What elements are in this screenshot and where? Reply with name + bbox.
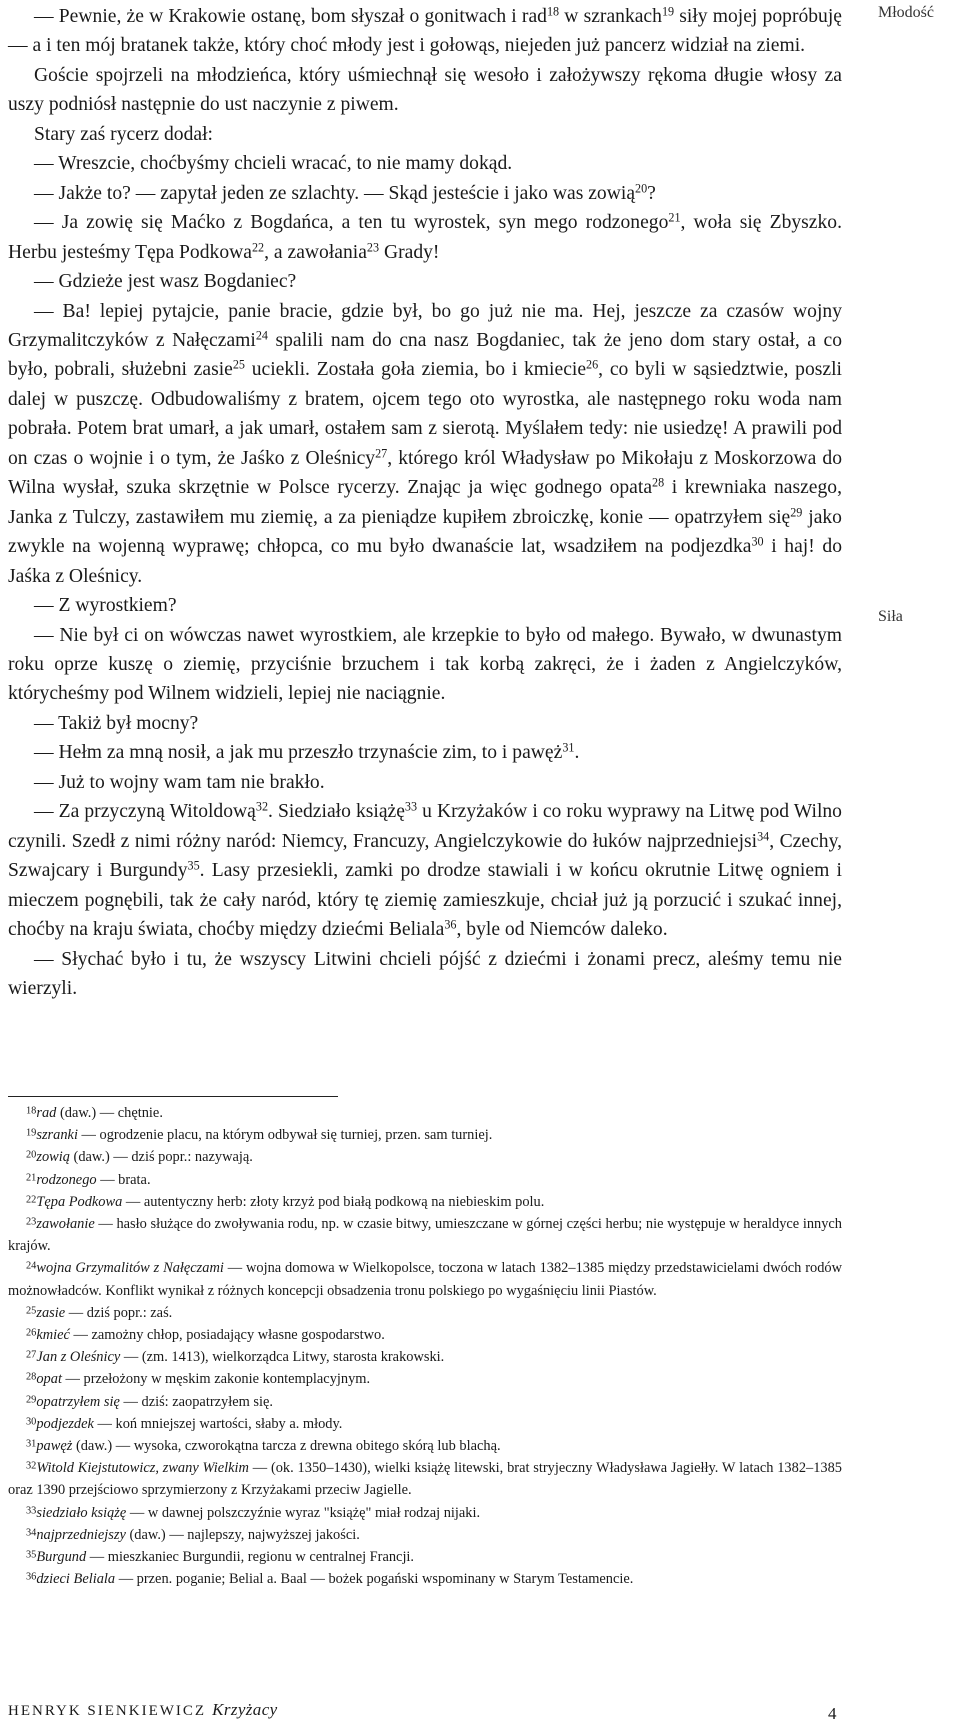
footnote-term: szranki [36, 1127, 78, 1144]
footnote [8, 1102, 842, 1124]
text-run: , byle od Niemców daleko. [456, 919, 668, 941]
text-run: uciekli. Została goła ziemia, bo i kmiecie [244, 359, 587, 381]
footnote-text: (daw.) — dziś popr.: nazywają. [69, 1149, 253, 1166]
footnote-term: zawołanie [36, 1216, 95, 1233]
paragraph [8, 179, 842, 208]
footnote [8, 1169, 842, 1191]
footnote-term: wojna Grzymalitów z Nałęczami [36, 1260, 224, 1277]
footnote-term: Jan z Oleśnicy [36, 1349, 121, 1366]
footnote [8, 1524, 842, 1546]
paragraph [8, 591, 842, 620]
footnote [8, 1546, 842, 1568]
footnote-text: — ogrodzenie placu, na którym odbywał się turniej, przen. sam turniej. [77, 1127, 493, 1144]
footnote-number: 22 [26, 1194, 37, 1206]
footnote-ref: 34 [757, 829, 770, 844]
text-run: u Krzyżaków i co roku wyprawy na Litwę pod Wilno czynili. Szedł z nimi różny naród: Niemcy, Francuzy, Angielczykowie do łuków najprzedniejsi [8, 801, 842, 852]
footnote [8, 1368, 842, 1390]
footnote-ref: 31 [562, 740, 575, 755]
footnote-number: 35 [26, 1549, 37, 1561]
text-run: , a zawołania [264, 241, 367, 263]
footnote-term: siedziało książę [36, 1504, 127, 1521]
footnote-term: dzieci Beliala [36, 1571, 116, 1588]
text-run: siły mojej popróbuję — a i ten mój bratanek także, który choć młody jest i gołowąs, niejeden już pancerz widział na ziemi. [8, 6, 842, 57]
footnote-term: rad [36, 1105, 57, 1121]
footnote-term: zowią [36, 1149, 70, 1166]
footnote-text: — autentyczny herb: złoty krzyż pod białą podkową na niebieskim polu. [122, 1193, 545, 1210]
text-run: — Gdzieże jest wasz Bogdaniec? [34, 271, 297, 293]
footnote-ref: 19 [661, 4, 675, 19]
footnote-ref: 29 [790, 505, 803, 520]
footnote-number: 18 [26, 1105, 37, 1117]
text-run: Grady! [379, 241, 440, 263]
text-run: — Pewnie, że w Krakowie ostanę, bom słyszał o gonitwach i rad [34, 6, 547, 27]
footnote [8, 1413, 842, 1435]
paragraph [8, 797, 842, 944]
text-run: , co byli w sąsiedztwie, poszli dalej w puszczę. Odbudowaliśmy z bratem, ojcem tego oto wyrostka, ale następnego roku woda nam pobrała. Potem brat umarł, a jak umarł, ostałem sam z sierotą. Myślałem tedy: nie usiedzę! A prawili pod on czas o wojnie i o tym, że Jaśko z Oleśnicy [8, 359, 842, 469]
paragraph [8, 945, 842, 1004]
footnote-term: rodzonego [36, 1171, 97, 1188]
text-run: jako zwykle na wojenną wyprawę; chłopca, co mu było dwanaście lat, wsadziłem na podjezdka [8, 506, 842, 558]
footnote [8, 1502, 842, 1524]
footnote [8, 1257, 842, 1301]
text-run: ? [647, 182, 656, 204]
footnote [8, 1435, 842, 1457]
footnote-ref: 27 [375, 446, 388, 461]
footnote-text: — hasło służące do zwoływania rodu, np. w czasie bitwy, umieszczane w górnej części herbu; nie występuje w heraldyce innych krajów. [8, 1216, 842, 1255]
footnote [8, 1213, 842, 1257]
paragraph [8, 149, 842, 178]
footnote-number: 21 [26, 1172, 37, 1184]
footnote [8, 1191, 842, 1213]
footnote-ref: 22 [251, 239, 265, 254]
footnote-text: (daw.) — wysoka, czworokątna tarcza z drewna obitego skórą lub blachą. [72, 1438, 501, 1455]
footnote-number: 23 [26, 1216, 37, 1228]
paragraph [8, 120, 842, 149]
text-run: — Hełm za mną nosił, a jak mu przeszło trzynaście zim, to i pawęż [34, 742, 563, 764]
text-run: . Lasy przesiekli, zamki po drodze stawiali i w końcu okrutnie Litwę ogniem i mieczem pognębili, tak że cały naród, który tę ziemię zamieszkuje, chciał już ją porzucić i szukać innej, choćby na kraju świata, choćby między dziećmi Beliala [8, 860, 842, 941]
footnote-number: 31 [26, 1438, 37, 1450]
footnote-rule [8, 1096, 338, 1097]
text-run: — Wreszcie, choćbyśmy chcieli wracać, to nie mamy dokąd. [34, 153, 513, 175]
text-run: Stary zaś rycerz dodał: [34, 123, 213, 145]
footnote-term: Witold Kiejstutowicz, zwany Wielkim [36, 1460, 249, 1477]
footnote-number: 32 [26, 1460, 37, 1472]
footnote-term: pawęż [36, 1438, 73, 1455]
text-run: , którego król Władysław po Mikołaju z Moskorzowa do Wilna wysłał, szuka skrzętnie w Polsce rycerzy. Znając ja więc godnego opata [8, 447, 842, 499]
footnote-number: 20 [26, 1150, 37, 1162]
footnote-term: najprzedniejszy [36, 1526, 126, 1543]
text-run: — Jakże to? — zapytał jeden ze szlachty. — Skąd jesteście i jako was zowią [34, 182, 636, 204]
footnote-number: 34 [26, 1527, 37, 1539]
running-footer [8, 1700, 278, 1720]
footnote-number: 26 [26, 1327, 37, 1339]
footnote-ref: 25 [232, 357, 245, 372]
footnote-text: — mieszkaniec Burgundii, regionu w centralnej Francji. [86, 1549, 415, 1566]
footnote-term: Burgund [36, 1549, 87, 1566]
footnote-text: — (zm. 1413), wielkorządca Litwy, starosta krakowski. [120, 1349, 445, 1366]
text-run: . Siedziało książę [268, 801, 405, 823]
footnote-text: — brata. [96, 1171, 151, 1188]
text-run: — Za przyczyną Witoldową [34, 801, 256, 823]
footnote-number: 29 [26, 1394, 37, 1406]
paragraph [8, 297, 842, 592]
footnote [8, 1302, 842, 1324]
text-run: Goście spojrzeli na młodzieńca, który uśmiechnął się wesoło i założywszy rękoma długie włosy za uszy podniósł następnie do ust naczynie z piwem. [8, 64, 842, 116]
footnote-ref: 32 [255, 799, 269, 814]
text-run: — Z wyrostkiem? [34, 595, 177, 617]
footnote-ref: 36 [444, 917, 457, 932]
footnote [8, 1391, 842, 1413]
margin-note-mlodosc: Młodość [878, 4, 934, 21]
footnote [8, 1324, 842, 1346]
paragraph [8, 208, 842, 267]
footnote-ref: 24 [255, 328, 268, 343]
footnotes [8, 1102, 842, 1590]
footnote-ref: 23 [366, 239, 380, 254]
footnote-number: 19 [26, 1127, 37, 1139]
footnote-ref: 35 [187, 858, 200, 873]
footnote-term: Tępa Podkowa [36, 1193, 123, 1210]
paragraph [8, 768, 842, 797]
footnote-ref: 26 [586, 357, 599, 372]
footnote-term: opat [36, 1371, 62, 1388]
text-run: w szrankach [559, 6, 662, 27]
footnote-text: — dziś popr.: zaś. [65, 1304, 173, 1321]
footnote-term: zasie [36, 1304, 66, 1321]
paragraph [8, 61, 842, 120]
footnote-text: (daw.) — najlepszy, najwyższej jakości. [125, 1526, 360, 1543]
footnote-number: 28 [26, 1372, 37, 1384]
footnote-text: — zamożny chłop, posiadający własne gospodarstwo. [69, 1327, 385, 1344]
footnote-text: — przełożony w męskim zakonie kontemplacyjnym. [61, 1371, 371, 1388]
footnote-number: 27 [26, 1349, 37, 1361]
paragraph [8, 621, 842, 709]
footnote [8, 1568, 842, 1590]
footnote-ref: 20 [635, 181, 648, 196]
page-number: 4 [828, 1704, 837, 1723]
footer-author: HENRYK SIENKIEWICZ [8, 1703, 207, 1719]
footnote-number: 33 [26, 1505, 37, 1517]
footnote-ref: 30 [751, 534, 764, 549]
footnote-ref: 28 [652, 475, 665, 490]
paragraph [8, 738, 842, 767]
footer-title: Krzyżacy [212, 1700, 278, 1719]
footnote-number: 24 [26, 1261, 37, 1273]
footnote [8, 1146, 842, 1168]
text-run: . [574, 742, 580, 764]
text-run: — Ja zowię się Maćko z Bogdańca, a ten tu wyrostek, syn mego rodzonego [34, 212, 669, 234]
footnote-term: opatrzyłem się [36, 1393, 120, 1410]
footnote-text: — wojna domowa w Wielkopolsce, toczona w latach 1382–1385 między przedstawicielami dwóch rodów możnowładców. Konflikt wynikał z różnych koncepcji obsadzenia tronu polskiego po wygaśnięciu linii Piastów. [8, 1260, 843, 1299]
footnote-ref: 18 [546, 4, 560, 19]
footnote-term: kmieć [36, 1327, 70, 1344]
footnote-number: 25 [26, 1305, 37, 1317]
footnote-ref: 33 [404, 799, 418, 814]
paragraph [8, 267, 842, 296]
footnote [8, 1124, 842, 1146]
footnote [8, 1457, 842, 1501]
footnote-number: 36 [26, 1571, 37, 1583]
text-run: — Już to wojny wam tam nie brakło. [34, 771, 325, 793]
footnote [8, 1346, 842, 1368]
footnote-number: 30 [26, 1416, 37, 1428]
footnote-text: (daw.) — chętnie. [56, 1105, 163, 1121]
paragraph [8, 709, 842, 738]
footnote-text: — koń mniejszej wartości, słaby a. młody. [93, 1415, 343, 1432]
footnote-text: — dziś: zaopatrzyłem się. [119, 1393, 273, 1410]
text-run: i haj! do Jaśka z Oleśnicy. [8, 536, 842, 587]
footnote-text: — (ok. 1350–1430), wielki książę litewski, brat stryjeczny Władysława Jagiełły. W latach 1382–1385 oraz 1390 przejściowo sprzymierzony z Krzyżakami przeciw Jagielle. [8, 1460, 842, 1499]
text-run: , Czechy, Szwajcary i Burgundy [8, 830, 842, 882]
text-run: i krewniaka naszego, Janka z Tulczy, zastawiłem mu ziemię, a za pieniądze kupiłem zbroiczkę, konie — opatrzyłem się [8, 477, 842, 528]
footnote-ref: 21 [668, 210, 681, 225]
footnote-text: — przen. poganie; Belial a. Baal — bożek pogański wspominany w Starym Testamencie. [115, 1571, 634, 1588]
margin-note-sila: Siła [878, 608, 903, 625]
footnote-term: podjezdek [36, 1415, 94, 1432]
footnote-text: — w dawnej polszczyźnie wyraz "książę" miał rodzaj nijaki. [126, 1504, 481, 1521]
main-text [8, 2, 842, 1003]
text-run: , woła się Zbyszko. Herbu jesteśmy Tępa Podkowa [8, 212, 842, 263]
paragraph [8, 2, 842, 61]
text-run: — Nie był ci on wówczas nawet wyrostkiem, ale krzepkie to było od małego. Bywało, w dwunastym roku oprze kuszę o ziemię, przyciśnie brzuchem i tak korbą zakręci, że i żaden z Angielczyków, którycheśmy pod Wilnem widzieli, lepiej nie naciągnie. [8, 624, 842, 705]
text-run: spalili nam do cna nasz Bogdaniec, tak że jeno dom stary ostał, a co było, pobrali, służebni zasie [8, 329, 842, 381]
text-run: — Ba! lepiej pytajcie, panie bracie, gdzie był, bo go już nie ma. Hej, jeszcze za czasów wojny Grzymalitczyków z Nałęczami [8, 300, 842, 351]
text-run: — Takiż był mocny? [34, 712, 199, 734]
text-run: — Słychać było i tu, że wszyscy Litwini chcieli pójść z dziećmi i żonami precz, aleśmy temu nie wierzyli. [8, 948, 842, 999]
